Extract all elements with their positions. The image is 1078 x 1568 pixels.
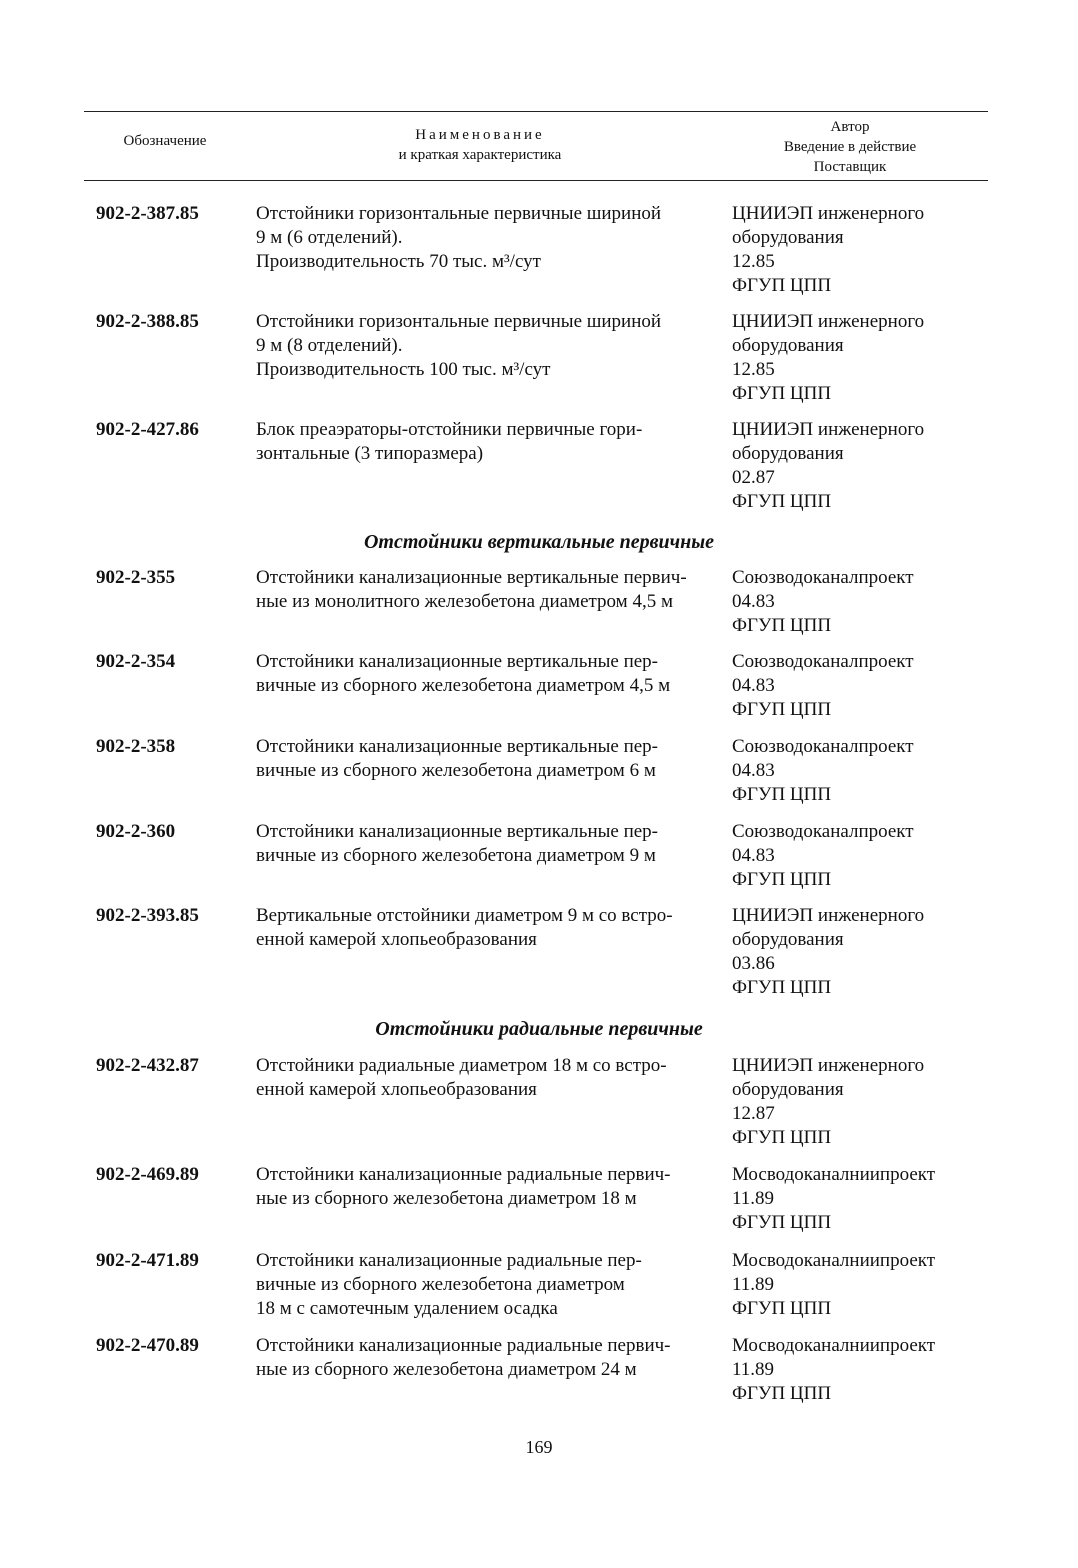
description bbox=[256, 735, 702, 783]
effective-date: 04.83 bbox=[732, 591, 775, 612]
header-top-rule bbox=[84, 111, 988, 112]
supplier: ФГУП ЦПП bbox=[732, 275, 832, 296]
description-line: Отстойники радиальные диаметром 18 м со встро- bbox=[256, 1055, 667, 1076]
author-info bbox=[732, 310, 992, 406]
author-info bbox=[732, 418, 992, 514]
description-line: Производительность 70 тыс. м³/сут bbox=[256, 251, 541, 272]
author-name: Союзводоканалпроект bbox=[732, 567, 914, 588]
author-name: Союзводоканалпроект bbox=[732, 736, 914, 757]
supplier: ФГУП ЦПП bbox=[732, 784, 832, 805]
effective-date: 04.83 bbox=[732, 675, 775, 696]
description bbox=[256, 202, 702, 274]
designation-code: 902-2-432.87 bbox=[96, 1055, 199, 1076]
supplier: ФГУП ЦПП bbox=[732, 491, 832, 512]
description bbox=[256, 310, 702, 382]
description-line: Отстойники канализационные радиальные первич- bbox=[256, 1164, 671, 1185]
author-name: Союзводоканалпроект bbox=[732, 821, 914, 842]
description-line: енной камерой хлопьеобразования bbox=[256, 929, 537, 950]
author-name: Мосводоканалниипроект bbox=[732, 1250, 936, 1271]
description-line: 9 м (6 отделений). bbox=[256, 227, 403, 248]
designation-code: 902-2-427.86 bbox=[96, 419, 199, 440]
author-name: ЦНИИЭП инженерного bbox=[732, 419, 925, 440]
supplier: ФГУП ЦПП bbox=[732, 977, 832, 998]
author-info bbox=[732, 735, 992, 807]
page-number: 169 bbox=[525, 1437, 553, 1457]
author-info bbox=[732, 1334, 992, 1406]
header-author bbox=[740, 117, 960, 177]
description-line: Отстойники канализационные радиальные пер- bbox=[256, 1250, 642, 1271]
supplier: ФГУП ЦПП bbox=[732, 383, 832, 404]
supplier: ФГУП ЦПП bbox=[732, 615, 832, 636]
supplier: ФГУП ЦПП bbox=[732, 869, 832, 890]
description-line: ные из сборного железобетона диаметром 24 м bbox=[256, 1359, 637, 1380]
description-line: вичные из сборного железобетона диаметром 4,5 м bbox=[256, 675, 671, 696]
designation-code: 902-2-469.89 bbox=[96, 1164, 199, 1185]
author-name-cont: оборудования bbox=[732, 443, 844, 464]
supplier: ФГУП ЦПП bbox=[732, 1212, 832, 1233]
author-info bbox=[732, 820, 992, 892]
description bbox=[256, 1334, 702, 1382]
effective-date: 02.87 bbox=[732, 467, 775, 488]
description-line: Отстойники горизонтальные первичные шириной bbox=[256, 203, 662, 224]
author-name: Мосводоканалниипроект bbox=[732, 1164, 936, 1185]
description-line: енной камерой хлопьеобразования bbox=[256, 1079, 537, 1100]
effective-date: 11.89 bbox=[732, 1188, 775, 1209]
description-line: Блок преаэраторы-отстойники первичные гори- bbox=[256, 419, 643, 440]
description bbox=[256, 820, 702, 868]
description bbox=[256, 1054, 702, 1102]
designation-code: 902-2-470.89 bbox=[96, 1335, 199, 1356]
effective-date: 12.85 bbox=[732, 251, 775, 272]
designation-code: 902-2-393.85 bbox=[96, 905, 199, 926]
author-name-cont: оборудования bbox=[732, 227, 844, 248]
author-name: ЦНИИЭП инженерного bbox=[732, 203, 925, 224]
supplier: ФГУП ЦПП bbox=[732, 1383, 832, 1404]
description-line: Отстойники канализационные радиальные первич- bbox=[256, 1335, 671, 1356]
author-name: ЦНИИЭП инженерного bbox=[732, 905, 925, 926]
supplier: ФГУП ЦПП bbox=[732, 1127, 832, 1148]
author-name-cont: оборудования bbox=[732, 1079, 844, 1100]
designation-code: 902-2-360 bbox=[96, 821, 176, 842]
effective-date: 11.89 bbox=[732, 1359, 775, 1380]
header-date-line: Введение в действие bbox=[783, 139, 917, 155]
description-line: Отстойники канализационные вертикальные пер- bbox=[256, 651, 658, 672]
description-line: Отстойники горизонтальные первичные шириной bbox=[256, 311, 662, 332]
description-line: вичные из сборного железобетона диаметром 6 м bbox=[256, 760, 656, 781]
author-name-cont: оборудования bbox=[732, 335, 844, 356]
author-name: Союзводоканалпроект bbox=[732, 651, 914, 672]
description bbox=[256, 650, 702, 698]
designation-code: 902-2-354 bbox=[96, 651, 176, 672]
author-info bbox=[732, 202, 992, 298]
author-name-cont: оборудования bbox=[732, 929, 844, 950]
header-name-subtitle: и краткая характеристика bbox=[398, 147, 562, 163]
header-name-title: Наименование bbox=[415, 127, 545, 143]
description bbox=[256, 904, 702, 952]
designation-code: 902-2-388.85 bbox=[96, 311, 199, 332]
description-line: Отстойники канализационные вертикальные пер- bbox=[256, 821, 658, 842]
author-info bbox=[732, 566, 992, 638]
designation-code: 902-2-387.85 bbox=[96, 203, 199, 224]
description-line: Производительность 100 тыс. м³/сут bbox=[256, 359, 551, 380]
section-title-vertical: Отстойники вертикальные первичные bbox=[363, 531, 715, 553]
author-info bbox=[732, 1054, 992, 1150]
description-line: 9 м (8 отделений). bbox=[256, 335, 403, 356]
header-author-line: Автор bbox=[830, 119, 870, 135]
description-line: 18 м с самотечным удалением осадка bbox=[256, 1298, 558, 1319]
author-info bbox=[732, 904, 992, 1000]
author-info bbox=[732, 1249, 992, 1321]
designation-code: 902-2-471.89 bbox=[96, 1250, 199, 1271]
description bbox=[256, 1163, 702, 1211]
description-line: зонтальные (3 типоразмера) bbox=[256, 443, 484, 464]
designation-code: 902-2-355 bbox=[96, 567, 176, 588]
description bbox=[256, 418, 702, 466]
effective-date: 04.83 bbox=[732, 845, 775, 866]
description bbox=[256, 1249, 702, 1321]
designation-code: 902-2-358 bbox=[96, 736, 176, 757]
supplier: ФГУП ЦПП bbox=[732, 699, 832, 720]
author-info bbox=[732, 1163, 992, 1235]
author-name: Мосводоканалниипроект bbox=[732, 1335, 936, 1356]
description-line: вичные из сборного железобетона диаметром 9 м bbox=[256, 845, 656, 866]
description-line: Отстойники канализационные вертикальные первич- bbox=[256, 567, 687, 588]
description-line: ные из монолитного железобетона диаметром 4,5 м bbox=[256, 591, 673, 612]
author-name: ЦНИИЭП инженерного bbox=[732, 1055, 925, 1076]
effective-date: 12.85 bbox=[732, 359, 775, 380]
effective-date: 12.87 bbox=[732, 1103, 775, 1124]
supplier: ФГУП ЦПП bbox=[732, 1298, 832, 1319]
description bbox=[256, 566, 702, 614]
effective-date: 04.83 bbox=[732, 760, 775, 781]
author-info bbox=[732, 650, 992, 722]
header-bottom-rule bbox=[84, 180, 988, 181]
effective-date: 03.86 bbox=[732, 953, 775, 974]
header-designation: Обозначение bbox=[123, 133, 207, 149]
section-title-radial: Отстойники радиальные первичные bbox=[375, 1018, 703, 1040]
effective-date: 11.89 bbox=[732, 1274, 775, 1295]
description-line: ные из сборного железобетона диаметром 18 м bbox=[256, 1188, 637, 1209]
header-supplier-line: Поставщик bbox=[813, 159, 887, 175]
header-name bbox=[330, 125, 630, 165]
description-line: Вертикальные отстойники диаметром 9 м со встро- bbox=[256, 905, 673, 926]
description-line: Отстойники канализационные вертикальные пер- bbox=[256, 736, 658, 757]
author-name: ЦНИИЭП инженерного bbox=[732, 311, 925, 332]
description-line: вичные из сборного железобетона диаметром bbox=[256, 1274, 625, 1295]
